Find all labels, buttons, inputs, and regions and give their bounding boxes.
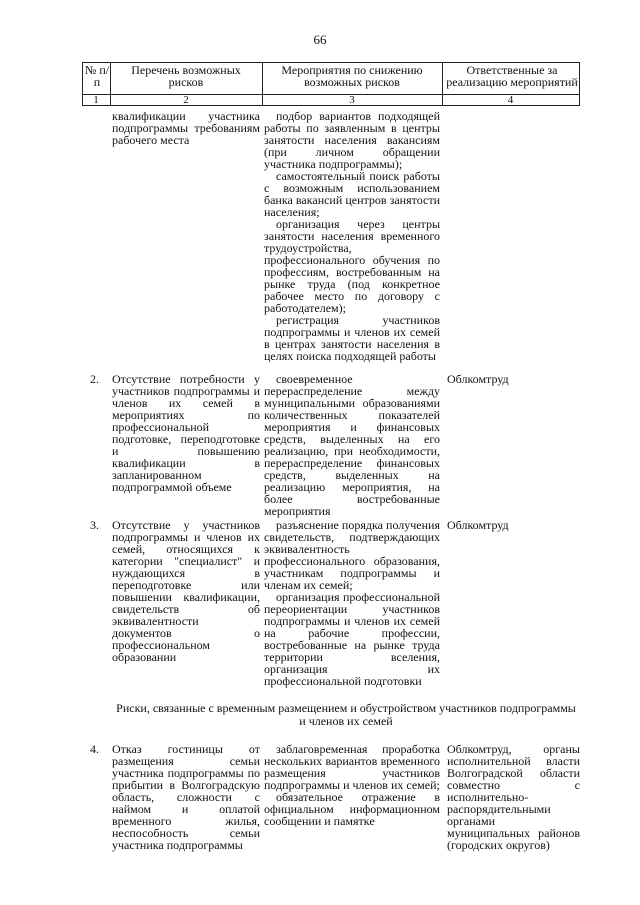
measures-text [264,519,440,687]
row-number: 2. [90,372,99,386]
section-title: Риски, связанные с временным размещением и обустройством участников подпрограммы и членов их семей [116,701,576,728]
measures-text [264,743,440,827]
continuation-measures [264,110,440,362]
page-number: 66 [313,32,327,47]
header-measures: Мероприятия по снижению возможных рисков [281,63,423,89]
col-number: 4 [507,94,514,106]
header-responsible: Ответственные за реализацию мероприятий [446,63,578,89]
responsible-text: Облкомтруд, органы исполнительной власти Волгоградской области совместно с исполнительно-распорядительными органами муниципальных районов (городских округов) [447,742,580,852]
header-num: № п/п [84,63,110,89]
continuation-risk: квалификации участника подпрограммы требованиям рабочего места [112,109,260,147]
measure-item: разъяснение порядка получения свидетельств, подтверждающих эквивалентность профессионального образования, участникам подпрограммы и членам их семей; [264,518,440,592]
measures-text [264,373,440,517]
col-number: 1 [93,94,99,106]
row-number: 3. [90,518,99,532]
header-risks: Перечень возможных рисков [131,63,241,89]
measure-item: своевременное перераспределение между муниципальными образованиями количественных показателей мероприятия и финансовых средств, выделенных на его реализацию, при необходимости, перераспределение финансовых средств, выделенных на реализацию мероприятия, на более востребованные мероприятия [264,372,440,518]
measure-item: организация через центры занятости населения временного трудоустройства, профессионального обучения по профессиям, востребованным на рынке труда (под конкретное рабочее место по договору с работодателем); [264,217,440,315]
table-header [82,62,580,106]
responsible-text: Облкомтруд [447,518,509,532]
responsible-text: Облкомтруд [447,372,509,386]
measure-item: организация профессиональной переориентации участников подпрограммы и членов их семей на рабочие профессии, востребованные на рынке труда территории вселения, организация их профессиональной подготовки [264,590,440,688]
measure-item: заблаговременная проработка нескольких вариантов временного размещения участников подпрограммы и членов их семей; [264,742,440,792]
col-number: 3 [349,94,355,106]
risk-text: Отсутствие у участников подпрограммы и членов их семей, относящихся к категории "специалист" и нуждающихся в переподготовке или повышении квалификации, свидетельств об эквивалентности документов о профессиональном образовании [112,518,260,664]
row-number: 4. [90,742,99,756]
risk-text: Отказ гостиницы от размещения семьи участника подпрограммы по прибытии в Волгоградскую область, сложности с наймом и оплатой временного жилья, неспособность семьи участника подпрограммы [112,742,260,852]
measure-item: регистрация участников подпрограммы и членов их семей в центрах занятости населения в целях поиска подходящей работы [264,313,440,363]
col-number: 2 [183,94,189,106]
rule [579,62,580,106]
risk-text: Отсутствие потребности у участников подпрограммы и членов их семей в мероприятиях по профессиональной подготовке, переподготовке и повышению квалификации в запланированном подпрограммой объеме [112,372,260,494]
measure-item: обязательное отражение в официальном информационном сообщении и памятке [264,790,440,828]
measure-item: самостоятельный поиск работы с возможным использованием банка вакансий центров занятости населения; [264,169,440,219]
measure-item: подбор вариантов подходящей работы по заявленным в центры занятости населения вакансиям (при личном обращении участника подпрограммы); [264,109,440,171]
